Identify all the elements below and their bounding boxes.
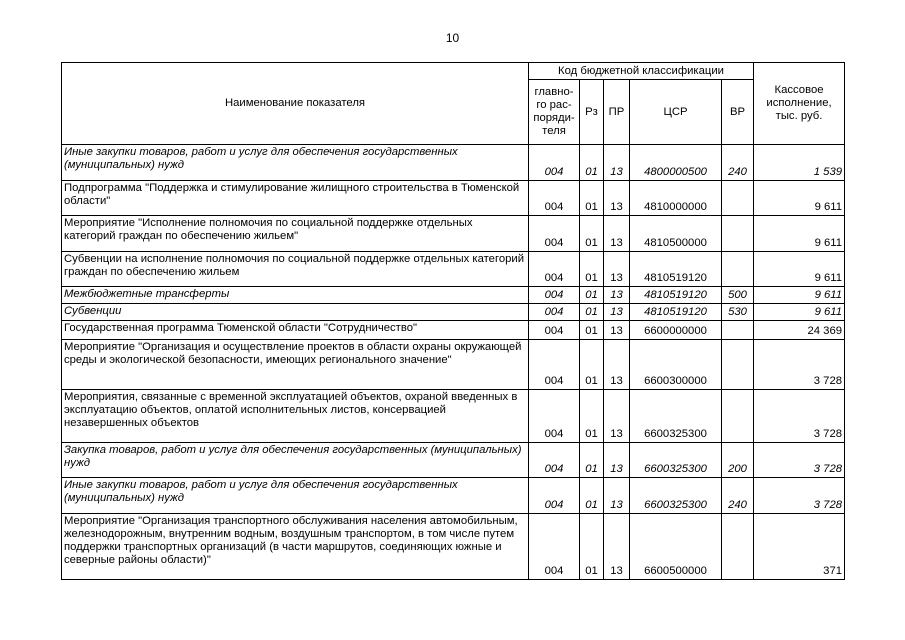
row-pr: 13 [604,443,630,478]
row-amount: 9 611 [754,252,845,287]
table-row [62,216,845,252]
row-pr: 13 [604,390,630,443]
row-amount: 9 611 [754,304,845,321]
row-glav: 004 [529,443,580,478]
row-pr: 13 [604,216,630,252]
row-vr: 240 [722,145,754,181]
row-pr: 13 [604,145,630,181]
row-amount: 1 539 [754,145,845,181]
row-vr [722,390,754,443]
row-name: Иные закупки товаров, работ и услуг для обеспечения государственных (муниципальных) нужд [62,145,529,181]
row-glav: 004 [529,216,580,252]
table-row [62,181,845,216]
row-vr: 500 [722,287,754,304]
row-glav: 004 [529,252,580,287]
row-name: Подпрограмма "Поддержка и стимулирование жилищного строительства в Тюменской области" [62,181,529,216]
header-pr: ПР [604,80,630,145]
row-csr: 4810519120 [630,287,722,304]
table-row [62,287,845,304]
row-glav: 004 [529,514,580,580]
header-glav: главно- го рас- поряди- теля [529,80,580,145]
table-row [62,304,845,321]
row-csr: 6600325300 [630,478,722,514]
row-name: Мероприятие "Исполнение полномочия по социальной поддержке отдельных категорий граждан по обеспечению жильем" [62,216,529,252]
table-body [62,145,845,580]
row-rz: 01 [580,145,604,181]
table-row [62,145,845,181]
row-name: Межбюджетные трансферты [62,287,529,304]
row-glav: 004 [529,181,580,216]
row-vr [722,216,754,252]
row-glav: 004 [529,478,580,514]
budget-table [61,62,845,580]
row-vr [722,252,754,287]
table-row [62,443,845,478]
header-amount: Кассовое исполнение, тыс. руб. [754,63,845,145]
row-vr: 530 [722,304,754,321]
row-csr: 6600300000 [630,340,722,390]
row-rz: 01 [580,340,604,390]
row-name: Мероприятие "Организация транспортного обслуживания населения автомобильным, железнодорожным, внутренним водным, воздушным транспортом, в том числе путем поддержки транспортных организаций (в части маршрутов, соединяющих южные и северные районы области)" [62,514,529,580]
row-rz: 01 [580,304,604,321]
row-csr: 6600325300 [630,390,722,443]
row-name: Государственная программа Тюменской области "Сотрудничество" [62,321,529,340]
row-pr: 13 [604,287,630,304]
row-vr [722,321,754,340]
row-amount: 9 611 [754,181,845,216]
row-name: Субвенции [62,304,529,321]
row-pr: 13 [604,478,630,514]
header-vr: ВР [722,80,754,145]
row-amount: 3 728 [754,478,845,514]
row-csr: 4810000000 [630,181,722,216]
row-rz: 01 [580,514,604,580]
table-row [62,321,845,340]
row-glav: 004 [529,321,580,340]
table-row [62,478,845,514]
row-rz: 01 [580,181,604,216]
row-csr: 4810500000 [630,216,722,252]
row-rz: 01 [580,478,604,514]
row-csr: 4810519120 [630,252,722,287]
row-rz: 01 [580,252,604,287]
row-rz: 01 [580,287,604,304]
row-csr: 4800000500 [630,145,722,181]
row-name: Мероприятия, связанные с временной эксплуатацией объектов, охраной введенных в эксплуатацию объектов, оплатой исполнительных листов, консервацией незавершенных объектов [62,390,529,443]
row-csr: 4810519120 [630,304,722,321]
header-rz: Рз [580,80,604,145]
row-amount: 24 369 [754,321,845,340]
table-row [62,340,845,390]
row-glav: 004 [529,145,580,181]
row-name: Закупка товаров, работ и услуг для обеспечения государственных (муниципальных) нужд [62,443,529,478]
row-glav: 004 [529,340,580,390]
row-glav: 004 [529,287,580,304]
row-amount: 371 [754,514,845,580]
row-amount: 3 728 [754,340,845,390]
row-glav: 004 [529,304,580,321]
table-row [62,252,845,287]
row-name: Субвенции на исполнение полномочия по социальной поддержке отдельных категорий граждан по обеспечению жильем [62,252,529,287]
row-vr: 240 [722,478,754,514]
row-pr: 13 [604,181,630,216]
row-rz: 01 [580,390,604,443]
row-rz: 01 [580,321,604,340]
row-rz: 01 [580,443,604,478]
table-row [62,390,845,443]
row-pr: 13 [604,252,630,287]
header-classification-group: Код бюджетной классификации [529,63,754,80]
row-amount: 9 611 [754,287,845,304]
row-pr: 13 [604,514,630,580]
page-number: 10 [445,31,460,45]
row-vr [722,340,754,390]
row-vr: 200 [722,443,754,478]
header-csr: ЦСР [630,80,722,145]
table-header [62,63,845,145]
row-csr: 6600325300 [630,443,722,478]
row-csr: 6600000000 [630,321,722,340]
row-pr: 13 [604,321,630,340]
table-row [62,514,845,580]
row-amount: 3 728 [754,443,845,478]
row-vr [722,514,754,580]
header-name: Наименование показателя [62,63,529,145]
row-amount: 9 611 [754,216,845,252]
row-vr [722,181,754,216]
row-name: Мероприятие "Организация и осуществление проектов в области охраны окружающей среды и экологической безопасности, имеющих регионального значение" [62,340,529,390]
row-csr: 6600500000 [630,514,722,580]
row-name: Иные закупки товаров, работ и услуг для обеспечения государственных (муниципальных) нужд [62,478,529,514]
row-rz: 01 [580,216,604,252]
row-pr: 13 [604,340,630,390]
row-pr: 13 [604,304,630,321]
row-amount: 3 728 [754,390,845,443]
row-glav: 004 [529,390,580,443]
